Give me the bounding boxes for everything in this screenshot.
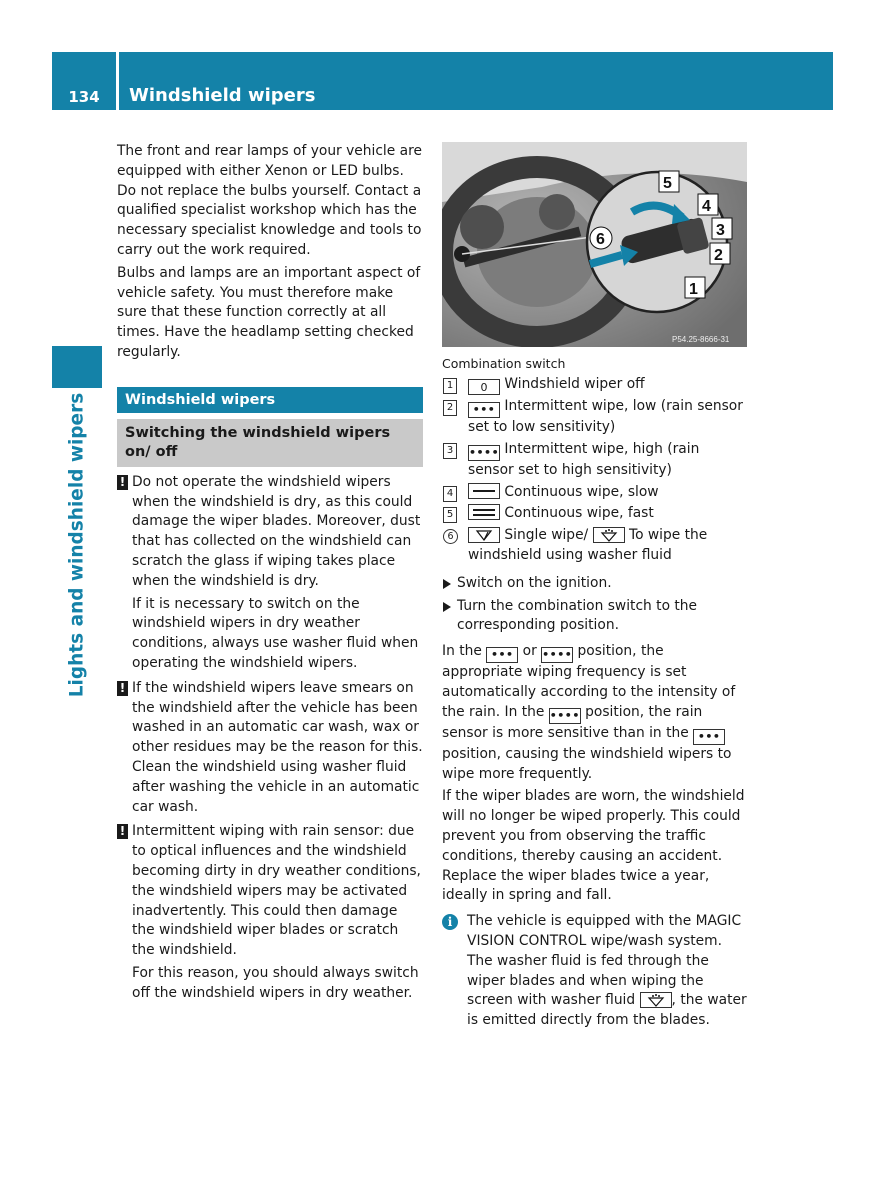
para-text: position, causing the windshield wipers to wipe more frequently. xyxy=(442,745,732,782)
intermittent-low-symbol: ••• xyxy=(468,402,500,418)
step-arrow-icon xyxy=(443,579,451,589)
warning-text: For this reason, you should always switch off the windshield wipers in dry weather. xyxy=(132,964,419,1001)
warning-icon: ! xyxy=(117,824,128,839)
figure-label-2: 2 xyxy=(714,247,723,264)
warning-text: Intermittent wiping with rain sensor: due to optical influences and the windshield becoming dirty in dry weather conditions, the windshield wipers may be activated inadvertently. This could then damage the windshield wiper blades or scratch the windshield. xyxy=(132,823,421,959)
warning-text: Do not operate the windshield wipers when the windshield is dry, as this could damage the wiper blades. Moreover, dust that has collected on the windshield can scratch the glass if wiping takes place when the windshield is dry. xyxy=(132,473,421,589)
page-number: 134 xyxy=(68,88,100,106)
info-text: The vehicle is equipped with the MAGIC VISION CONTROL wipe/wash system. The washer fluid is fed through the wiper blades and when wiping the screen with washer fluid xyxy=(467,913,742,1009)
para-text: position, the appropriate wiping frequency is set automatically according to the intensity of the rain. In the xyxy=(442,643,736,720)
intermittent-low-symbol: ••• xyxy=(486,647,518,663)
page-header xyxy=(52,52,833,110)
washer-fluid-icon xyxy=(593,527,625,543)
warning-block xyxy=(117,679,423,818)
para-text: In the xyxy=(442,643,482,660)
step-arrow-icon xyxy=(443,602,451,612)
warning-block xyxy=(117,473,423,674)
step-text: Turn the combination switch to the corresponding position. xyxy=(457,597,698,634)
header-divider xyxy=(116,52,119,110)
rain-sensor-paragraph xyxy=(442,642,748,784)
info-icon: i xyxy=(442,914,458,930)
warning-text: If it is necessary to switch on the windshield wipers in dry weather conditions, always use washer fluid when operating the windshield wipers. xyxy=(132,595,419,671)
intermittent-high-symbol: •••• xyxy=(542,648,573,662)
right-column xyxy=(442,142,748,1031)
page-title: Windshield wipers xyxy=(129,85,316,106)
figure-label-6: 6 xyxy=(596,231,605,248)
warning-icon: ! xyxy=(117,475,128,490)
continuous-fast-icon xyxy=(468,504,500,520)
info-note xyxy=(442,912,748,1031)
item-text: Single wipe/ xyxy=(504,527,589,544)
item-number: 2 xyxy=(443,400,457,416)
intermittent-low-symbol: ••• xyxy=(693,729,725,745)
list-item xyxy=(442,504,748,524)
para-text: or xyxy=(522,643,537,660)
info-text: , the water is emitted directly from the blades. xyxy=(467,992,747,1029)
continuous-slow-icon xyxy=(468,483,500,499)
warning-icon: ! xyxy=(117,681,128,696)
wiper-blades-paragraph: If the wiper blades are worn, the windshield will no longer be wiped properly. This could prevent you from observing the traffic conditions, thereby causing an accident. Replace the wiper blades twice a year, ideally in spring and fall. xyxy=(442,788,745,904)
side-chapter-label: Lights and windshield wipers xyxy=(66,392,88,698)
item-number: 3 xyxy=(443,443,457,459)
washer-fluid-icon xyxy=(640,992,672,1008)
intro-paragraph-1: The front and rear lamps of your vehicle are equipped with either Xenon or LED bulbs. Do not replace the bulbs yourself. Contact a qualified specialist workshop which has the necessary specialist knowledge and tools to carry out the work required. xyxy=(117,143,422,258)
item-text: Continuous wipe, slow xyxy=(504,483,659,500)
item-number: 4 xyxy=(443,486,457,502)
figure-label-3: 3 xyxy=(716,222,725,239)
figure-label-1: 1 xyxy=(689,281,698,298)
item-text: Intermittent wipe, low (rain sensor set to low sensitivity) xyxy=(468,398,743,435)
wiper-off-symbol: 0 xyxy=(468,379,500,395)
instruction-step xyxy=(442,597,748,637)
intermittent-high-symbol: •••• xyxy=(469,445,500,459)
intro-paragraph-2: Bulbs and lamps are an important aspect of vehicle safety. You must therefore make sure that these function correctly at all times. Have the headlamp setting checked regularly. xyxy=(117,264,421,360)
item-number: 1 xyxy=(443,378,457,394)
list-item xyxy=(442,526,748,566)
combination-switch-illustration xyxy=(442,142,747,347)
figure-label-5: 5 xyxy=(663,175,672,192)
figure-code: P54.25-8666-31 xyxy=(672,335,730,344)
instruction-step xyxy=(442,574,748,594)
warning-text: If the windshield wipers leave smears on the windshield after the vehicle has been washed in an automatic car wash, wax or other residues may be the reason for this. Clean the windshield using washer fluid after washing the vehicle in an automatic car wash. xyxy=(132,679,423,815)
intermittent-high-symbol: •••• xyxy=(549,708,580,722)
item-text: Continuous wipe, fast xyxy=(504,505,654,522)
list-item xyxy=(442,440,748,481)
section-heading: Windshield wipers xyxy=(117,387,423,413)
figure-caption: Combination switch xyxy=(442,356,566,371)
item-text: To wipe the windshield using washer fluid xyxy=(468,527,708,563)
list-item xyxy=(442,375,748,395)
figure-label-4: 4 xyxy=(702,198,711,215)
warning-block xyxy=(117,822,423,1003)
item-number: 6 xyxy=(443,529,458,544)
single-wipe-icon xyxy=(468,527,500,543)
para-text: position, the rain sensor is more sensitive than in the xyxy=(442,703,703,741)
subsection-heading: Switching the windshield wipers on/ off xyxy=(117,419,423,467)
list-item xyxy=(442,397,748,438)
item-text: Windshield wiper off xyxy=(504,376,645,392)
step-text: Switch on the ignition. xyxy=(457,574,612,591)
combination-switch-photo xyxy=(442,142,747,347)
list-item xyxy=(442,483,748,503)
left-column xyxy=(117,142,423,1008)
item-text: Intermittent wipe, high (rain sensor set to high sensitivity) xyxy=(468,440,700,478)
side-tab-marker xyxy=(52,346,102,388)
item-number: 5 xyxy=(443,507,457,523)
